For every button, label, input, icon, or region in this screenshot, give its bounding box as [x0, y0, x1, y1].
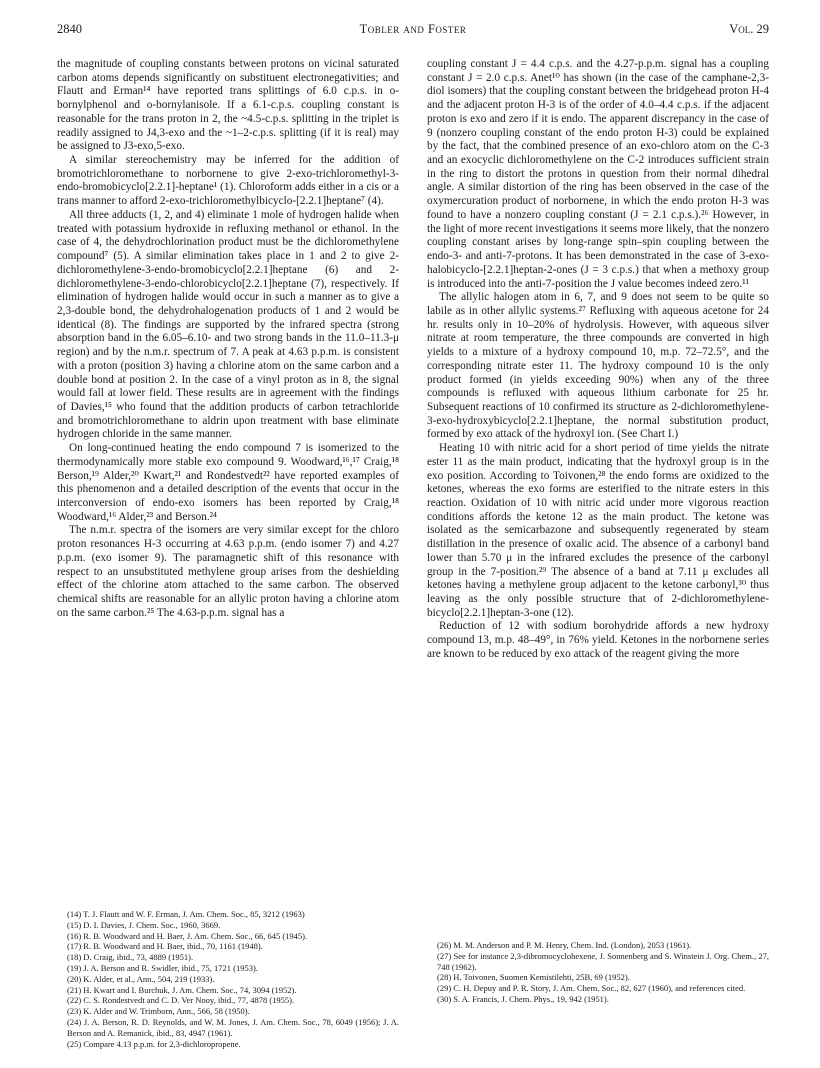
- paragraph: coupling constant J = 4.4 c.p.s. and the 4.27-p.p.m. signal has a coupling constant J = 2.0 c.p.s. Anet¹⁰ has shown (in the case of the camphane-2,3-diol isomers) that the coupling constant between the bridgehead proton H-4 and the adjacent proton H-3 is of the order of 4.0–4.4 c.p.s. if the adjacent proton is exo and zero if it is endo. The apparent discrepancy in the case of 9 (nonzero coupling constant of the endo proton H-3) could be explained by the fact, that the combined presence of an exo-chloro atom on the C-3 and an exocyclic dichloromethylene on the C-2 introduces sufficient strain in the ring to distort the protons in question from their normal dihedral angle. A similar distortion of the ring has been observed in the case of the oxymercuration product of norbornene, in which the endo proton H-3 was found to have a nonzero coupling constant (J = 2.1 c.p.s.).²⁶ However, in the light of more recent investigations it seems more likely, that the nonzero coupling constant arises by long-range spin–spin coupling between the endo-3- and anti-7-protons. It has been demonstrated in the case of 3-exo-halobicyclo-[2.2.1]heptan-2-ones (J = 3 c.p.s.) that when a methoxy group is introduced into the anti-7-position the J value becomes indeed zero.¹¹: [427, 58, 769, 290]
- running-title: Tobler and Foster: [359, 22, 467, 36]
- footnote: (14) T. J. Flautt and W. F. Erman, J. Am. Chem. Soc., 85, 3212 (1963): [67, 909, 305, 919]
- footnote: (24) J. A. Berson, R. D. Reynolds, and W. M. Jones, J. Am. Chem. Soc., 78, 6049 (1956); J. A. Berson and A. Remanick, ibid., 83, 4947 (1961).: [67, 1016, 399, 1038]
- page-number: 2840: [57, 22, 82, 36]
- footnote: (30) S. A. Francis, J. Chem. Phys., 19, 942 (1951).: [437, 993, 609, 1004]
- paragraph: The n.m.r. spectra of the isomers are very similar except for the chloro proton resonances H-3 occurring at 4.63 p.p.m. (endo isomer 7) and 4.27 p.p.m. (exo isomer 9). The paramagnetic shift of this resonance with respect to an unsubstituted methylene group arises from the deshielding effect of the chlorine atom attached to the same carbon. The observed chemical shifts are reasonable for an allylic proton having a chlorine atom on the same carbon.²⁵ The 4.63-p.p.m. signal has a: [57, 524, 399, 619]
- footnote: (18) D. Craig, ibid., 73, 4889 (1951).: [67, 952, 194, 963]
- footnote: (28) H. Toivonen, Suomen Kemistilehti, 25B, 69 (1952).: [437, 972, 630, 983]
- footnote: (20) K. Alder, et al., Ann., 504, 219 (1933).: [67, 973, 215, 984]
- volume-label: Vol. 29: [729, 22, 769, 36]
- paragraph: All three adducts (1, 2, and 4) eliminate 1 mole of hydrogen halide when treated with potassium hydroxide in refluxing methanol or ethanol. In the case of 4, the dehydrochlorination product must be the dichloromethylene compound⁷ (5). A similar elimination takes place in 1 and 2 to give 2-dichloromethylene-3-endo-bromobicyclo[2.2.1]heptane (6) and 2-dichloromethylene-3-endo-chlorobicyclo[2.2.1]heptane (7), respectively. If elimination of hydrogen halide would occur in such a manner as to give a 2,3-double bond, the dehydrohalogenation products of 1 and 2 would be identical (8). The findings are supported by the infrared spectra (strong absorption band in the 6.05–6.10- and two strong bands in the 11.0–11.3-μ region) and by the n.m.r. spectrum of 7. A peak at 4.63 p.p.m. is consistent with a proton (position 3) having a chlorine atom on the same carbon and a double bond at position 2. In the case of a vinyl proton as in 8, the signal would fall at lower field. These results are in agreement with the findings of Davies,¹⁵ who found that the addition products of carbon tetrachloride and bromotrichloromethane to aldrin upon treatment with base eliminate hydrogen chloride in the same manner.: [57, 208, 399, 441]
- footnotes-left: [57, 909, 399, 1049]
- running-header: [57, 22, 769, 38]
- left-column: [57, 58, 399, 620]
- paragraph: On long-continued heating the endo compound 7 is isomerized to the thermodynamically more stable exo compound 9. Woodward,¹⁶,¹⁷ Craig,¹⁸ Berson,¹⁹ Alder,²⁰ Kwart,²¹ and Rondestvedt²² have reported examples of this phenomenon and a detailed description of the events that occur in the interconversion of endo-exo isomers has been reported by Craig,¹⁸ Woodward,¹⁶ Alder,²³ and Berson.²⁴: [57, 442, 399, 523]
- footnote: (25) Compare 4.13 p.p.m. for 2,3-dichloropropene.: [67, 1038, 241, 1049]
- paragraph: Heating 10 with nitric acid for a short period of time yields the nitrate ester 11 as the main product, indicating that the hydroxyl group is in the exo position. According to Toivonen,²⁸ the endo forms are oxidized to the ketones, whereas the exo forms are esterified to the nitrate esters in this reaction. Oxidation of 10 with nitric acid under more vigorous reaction conditions affords the ketone 12 as the main product. The ketone was isolated as the semicarbazone and subsequently regenerated by steam distillation in the presence of oxalic acid. The absence of a carbonyl band lower than 5.70 μ in the infrared excludes the presence of the carbonyl group in the 7-position.²⁹ The absence of a band at 7.11 μ excludes all ketones having a methylene group adjacent to the ketone carbonyl,³⁰ thus leaving as the only possible structure that of 2-dichloromethylene-bicyclo[2.2.1]heptan-3-one (12).: [427, 442, 769, 619]
- footnote: (26) M. M. Anderson and P. M. Henry, Chem. Ind. (London), 2053 (1961).: [437, 940, 692, 950]
- footnote: (27) See for instance 2,3-dibromocyclohexene, J. Sonnenberg and S. Winstein J. Org. Chem., 27, 748 (1962).: [437, 950, 769, 972]
- footnotes-right: [427, 940, 769, 1005]
- right-column: [427, 58, 769, 662]
- footnote: (17) R. B. Woodward and H. Baer, ibid., 70, 1161 (1948).: [67, 941, 263, 952]
- paragraph: A similar stereochemistry may be inferred for the addition of bromotrichloromethane to norbornene to give 2-exo-trichloromethyl-3-endo-bromobicyclo[2.2.1]-heptane¹ (1). Chloroform adds either in a cis or a trans manner to afford 2-exo-trichloromethylbicyclo-[2.2.1]heptane⁷ (4).: [57, 154, 399, 208]
- footnote: (21) H. Kwart and I. Burchuk, J. Am. Chem. Soc., 74, 3094 (1952).: [67, 984, 297, 995]
- paragraph: the magnitude of coupling constants between protons on vicinal saturated carbon atoms depends significantly on substituent electronegativities; and Flautt and Erman¹⁴ have reported trans splittings of 6.0 c.p.s. in o-bornylphenol and o-bornylanisole. If a 6.1-c.p.s. coupling constant is reasonable for the trans proton in 2, the ~4.5-c.p.s. splitting in the triplet is readily assigned to J4,3-exo and the ~1–2-c.p.s. splitting (if it is real) may be assigned to J3-exo,5-exo.: [57, 58, 399, 153]
- footnote: (19) J. A. Berson and R. Swidler, ibid., 75, 1721 (1953).: [67, 962, 258, 973]
- footnote: (23) K. Alder and W. Trimborn, Ann., 566, 58 (1950).: [67, 1006, 250, 1017]
- paragraph: The allylic halogen atom in 6, 7, and 9 does not seem to be quite so labile as in other allylic systems.²⁷ Refluxing with aqueous acetone for 24 hr. results only in 10–20% of hydrolysis. However, with aqueous silver nitrate at room temperature, the three compounds are converted in high yields to a mixture of a hydroxy compound 10, m.p. 72–72.5°, and the corresponding nitrate ester 11. The hydroxy compound 10 is the only product formed (in yields exceeding 90%) when any of the three compounds is refluxed with aqueous lithium carbonate for 25 hr. Subsequent reactions of 10 confirmed its structure as 2-dichloromethylene-3-exo-hydroxybicyclo[2.2.1]heptane, the normal substitution product, formed by exo attack of the hydroxyl ion. (See Chart I.): [427, 291, 769, 441]
- footnote: (22) C. S. Rondestvedt and C. D. Ver Nooy, ibid., 77, 4878 (1955).: [67, 995, 295, 1006]
- paragraph: Reduction of 12 with sodium borohydride affords a new hydroxy compound 13, m.p. 48–49°, in 76% yield. Ketones in the norbornene series are known to be reduced by exo attack of the reagent giving the more: [427, 620, 769, 660]
- footnote: (29) C. H. Depuy and P. R. Story, J. Am. Chem. Soc., 82, 627 (1960), and references cited.: [437, 983, 746, 994]
- footnote: (16) R. B. Woodward and H. Baer, J. Am. Chem. Soc., 66, 645 (1945).: [67, 930, 308, 941]
- footnote: (15) D. I. Davies, J. Chem. Soc., 1960, 3669.: [67, 919, 221, 930]
